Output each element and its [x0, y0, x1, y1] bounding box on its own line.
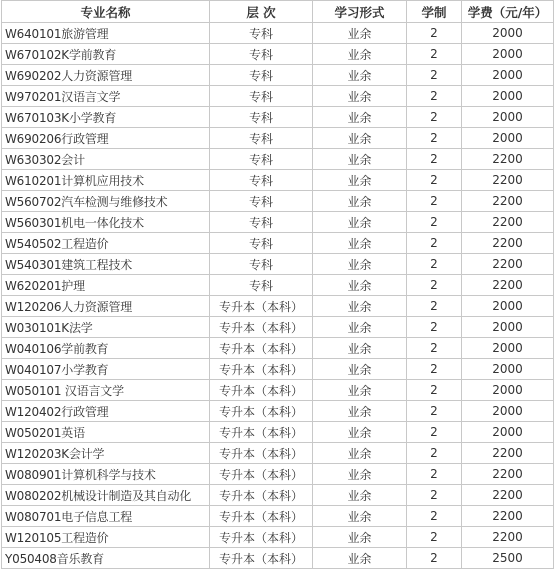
table-row	[2, 149, 554, 170]
tuition-cell: 2000	[462, 296, 554, 317]
tuition-cell: 2000	[462, 86, 554, 107]
level-cell: 专升本（本科）	[210, 485, 313, 506]
table-row	[2, 107, 554, 128]
table-row	[2, 212, 554, 233]
duration-cell: 2	[407, 149, 462, 170]
table-row	[2, 548, 554, 569]
table-row	[2, 359, 554, 380]
tuition-cell: 2000	[462, 359, 554, 380]
major-name-cell: W050101 汉语言文学	[2, 380, 210, 401]
major-name-cell: W080901计算机科学与技术	[2, 464, 210, 485]
major-name-cell: W670102K学前教育	[2, 44, 210, 65]
duration-cell: 2	[407, 317, 462, 338]
table-row	[2, 233, 554, 254]
tuition-cell: 2200	[462, 464, 554, 485]
header-duration: 学制	[407, 1, 462, 23]
major-name-cell: W540301建筑工程技术	[2, 254, 210, 275]
duration-cell: 2	[407, 275, 462, 296]
table-row	[2, 191, 554, 212]
tuition-cell: 2200	[462, 233, 554, 254]
table-row	[2, 170, 554, 191]
table-row	[2, 23, 554, 44]
table-body	[2, 23, 554, 569]
study-mode-cell: 业余	[313, 506, 407, 527]
tuition-cell: 2200	[462, 443, 554, 464]
level-cell: 专科	[210, 254, 313, 275]
study-mode-cell: 业余	[313, 443, 407, 464]
table-row	[2, 527, 554, 548]
table-row	[2, 317, 554, 338]
study-mode-cell: 业余	[313, 128, 407, 149]
duration-cell: 2	[407, 170, 462, 191]
tuition-cell: 2000	[462, 401, 554, 422]
table-row	[2, 128, 554, 149]
header-tuition: 学费（元/年）	[462, 1, 554, 23]
major-name-cell: W560301机电一体化技术	[2, 212, 210, 233]
header-row	[2, 1, 554, 23]
major-name-cell: W620201护理	[2, 275, 210, 296]
level-cell: 专升本（本科）	[210, 338, 313, 359]
duration-cell: 2	[407, 254, 462, 275]
study-mode-cell: 业余	[313, 548, 407, 569]
study-mode-cell: 业余	[313, 212, 407, 233]
table-row	[2, 65, 554, 86]
major-name-cell: W670103K小学教育	[2, 107, 210, 128]
level-cell: 专科	[210, 86, 313, 107]
study-mode-cell: 业余	[313, 107, 407, 128]
duration-cell: 2	[407, 401, 462, 422]
duration-cell: 2	[407, 548, 462, 569]
tuition-cell: 2000	[462, 338, 554, 359]
level-cell: 专科	[210, 275, 313, 296]
study-mode-cell: 业余	[313, 485, 407, 506]
table-row	[2, 380, 554, 401]
study-mode-cell: 业余	[313, 149, 407, 170]
study-mode-cell: 业余	[313, 191, 407, 212]
tuition-cell: 2000	[462, 422, 554, 443]
table-row	[2, 275, 554, 296]
tuition-cell: 2000	[462, 65, 554, 86]
tuition-table	[1, 0, 554, 569]
duration-cell: 2	[407, 233, 462, 254]
level-cell: 专科	[210, 233, 313, 254]
level-cell: 专升本（本科）	[210, 464, 313, 485]
duration-cell: 2	[407, 107, 462, 128]
study-mode-cell: 业余	[313, 170, 407, 191]
tuition-cell: 2200	[462, 485, 554, 506]
level-cell: 专科	[210, 170, 313, 191]
duration-cell: 2	[407, 128, 462, 149]
study-mode-cell: 业余	[313, 401, 407, 422]
duration-cell: 2	[407, 506, 462, 527]
tuition-cell: 2000	[462, 23, 554, 44]
major-name-cell: W690206行政管理	[2, 128, 210, 149]
major-name-cell: W970201汉语言文学	[2, 86, 210, 107]
major-name-cell: W560702汽车检测与维修技术	[2, 191, 210, 212]
study-mode-cell: 业余	[313, 23, 407, 44]
header-level: 层 次	[210, 1, 313, 23]
major-name-cell: Y050408音乐教育	[2, 548, 210, 569]
duration-cell: 2	[407, 65, 462, 86]
duration-cell: 2	[407, 527, 462, 548]
duration-cell: 2	[407, 464, 462, 485]
duration-cell: 2	[407, 422, 462, 443]
major-name-cell: W120206人力资源管理	[2, 296, 210, 317]
level-cell: 专升本（本科）	[210, 401, 313, 422]
major-name-cell: W120105工程造价	[2, 527, 210, 548]
tuition-cell: 2000	[462, 44, 554, 65]
level-cell: 专科	[210, 44, 313, 65]
tuition-cell: 2000	[462, 107, 554, 128]
level-cell: 专升本（本科）	[210, 548, 313, 569]
major-name-cell: W640101旅游管理	[2, 23, 210, 44]
study-mode-cell: 业余	[313, 317, 407, 338]
tuition-cell: 2500	[462, 548, 554, 569]
study-mode-cell: 业余	[313, 359, 407, 380]
major-name-cell: W080202机械设计制造及其自动化	[2, 485, 210, 506]
major-name-cell: W080701电子信息工程	[2, 506, 210, 527]
major-name-cell: W050201英语	[2, 422, 210, 443]
table-row	[2, 44, 554, 65]
tuition-cell: 2200	[462, 149, 554, 170]
table-row	[2, 443, 554, 464]
table-row	[2, 485, 554, 506]
level-cell: 专升本（本科）	[210, 422, 313, 443]
study-mode-cell: 业余	[313, 527, 407, 548]
level-cell: 专科	[210, 128, 313, 149]
level-cell: 专升本（本科）	[210, 506, 313, 527]
level-cell: 专升本（本科）	[210, 359, 313, 380]
table-row	[2, 464, 554, 485]
table-row	[2, 296, 554, 317]
major-name-cell: W690202人力资源管理	[2, 65, 210, 86]
major-name-cell: W630302会计	[2, 149, 210, 170]
table-row	[2, 86, 554, 107]
study-mode-cell: 业余	[313, 233, 407, 254]
tuition-cell: 2200	[462, 170, 554, 191]
table-row	[2, 422, 554, 443]
duration-cell: 2	[407, 86, 462, 107]
study-mode-cell: 业余	[313, 380, 407, 401]
tuition-cell: 2200	[462, 275, 554, 296]
study-mode-cell: 业余	[313, 44, 407, 65]
study-mode-cell: 业余	[313, 65, 407, 86]
study-mode-cell: 业余	[313, 296, 407, 317]
study-mode-cell: 业余	[313, 275, 407, 296]
major-name-cell: W120203K会计学	[2, 443, 210, 464]
level-cell: 专升本（本科）	[210, 527, 313, 548]
duration-cell: 2	[407, 296, 462, 317]
level-cell: 专科	[210, 65, 313, 86]
duration-cell: 2	[407, 380, 462, 401]
duration-cell: 2	[407, 212, 462, 233]
major-name-cell: W030101K法学	[2, 317, 210, 338]
level-cell: 专升本（本科）	[210, 443, 313, 464]
tuition-cell: 2200	[462, 191, 554, 212]
major-name-cell: W540502工程造价	[2, 233, 210, 254]
study-mode-cell: 业余	[313, 86, 407, 107]
table-row	[2, 254, 554, 275]
major-name-cell: W040107小学教育	[2, 359, 210, 380]
study-mode-cell: 业余	[313, 422, 407, 443]
duration-cell: 2	[407, 359, 462, 380]
table-row	[2, 338, 554, 359]
duration-cell: 2	[407, 443, 462, 464]
duration-cell: 2	[407, 191, 462, 212]
level-cell: 专升本（本科）	[210, 317, 313, 338]
level-cell: 专升本（本科）	[210, 296, 313, 317]
duration-cell: 2	[407, 44, 462, 65]
header-study-mode: 学习形式	[313, 1, 407, 23]
major-name-cell: W610201计算机应用技术	[2, 170, 210, 191]
study-mode-cell: 业余	[313, 464, 407, 485]
level-cell: 专科	[210, 23, 313, 44]
tuition-cell: 2200	[462, 212, 554, 233]
tuition-cell: 2000	[462, 317, 554, 338]
table-row	[2, 401, 554, 422]
duration-cell: 2	[407, 338, 462, 359]
tuition-cell: 2000	[462, 380, 554, 401]
study-mode-cell: 业余	[313, 254, 407, 275]
level-cell: 专科	[210, 149, 313, 170]
study-mode-cell: 业余	[313, 338, 407, 359]
level-cell: 专科	[210, 212, 313, 233]
tuition-cell: 2200	[462, 506, 554, 527]
major-name-cell: W040106学前教育	[2, 338, 210, 359]
level-cell: 专升本（本科）	[210, 380, 313, 401]
level-cell: 专科	[210, 107, 313, 128]
level-cell: 专科	[210, 191, 313, 212]
table-row	[2, 506, 554, 527]
duration-cell: 2	[407, 23, 462, 44]
major-name-cell: W120402行政管理	[2, 401, 210, 422]
tuition-cell: 2200	[462, 527, 554, 548]
header-major-name: 专业名称	[2, 1, 210, 23]
tuition-cell: 2000	[462, 128, 554, 149]
duration-cell: 2	[407, 485, 462, 506]
tuition-cell: 2200	[462, 254, 554, 275]
